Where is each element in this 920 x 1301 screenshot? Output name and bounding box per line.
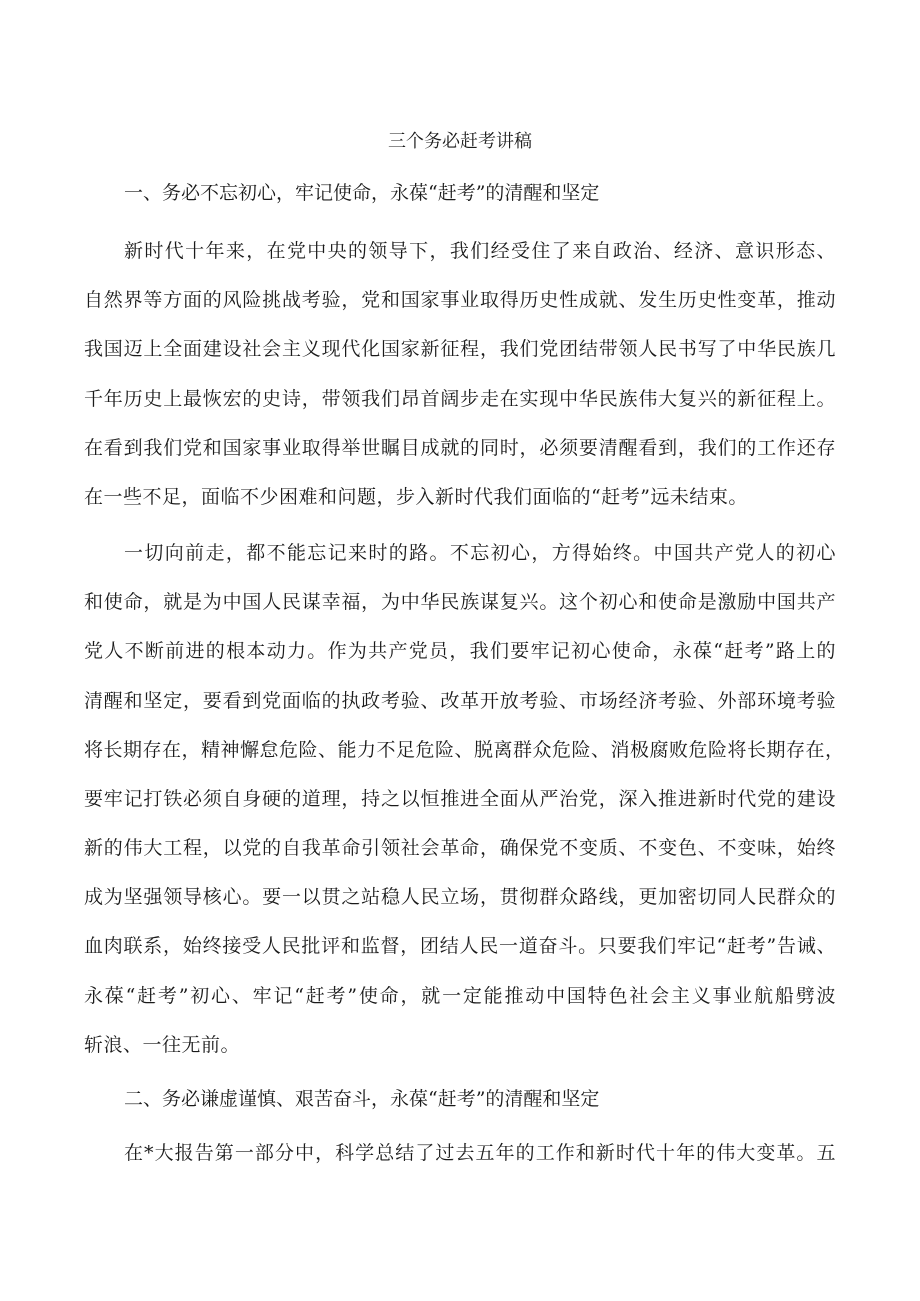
paragraph-line: 要牢记打铁必须自身硬的道理，持之以恒推进全面从严治党，深入推进新时代党的建设	[84, 788, 836, 810]
paragraph-line: 成为坚强领导核心。要一以贯之站稳人民立场，贯彻群众路线，更加密切同人民群众的	[84, 886, 836, 908]
paragraph-line: 一切向前走，都不能忘记来时的路。不忘初心，方得始终。中国共产党人的初心	[124, 542, 836, 564]
paragraph-line: 新时代十年来，在党中央的领导下，我们经受住了来自政治、经济、意识形态、	[124, 240, 836, 262]
paragraph-line: 新的伟大工程，以党的自我革命引领社会革命，确保党不变质、不变色、不变味，始终	[84, 837, 836, 859]
paragraph-line: 清醒和坚定，要看到党面临的执政考验、改革开放考验、市场经济考验、外部环境考验	[84, 690, 836, 712]
section-heading-1: 一、务必不忘初心，牢记使命，永葆“赶考”的清醒和坚定	[124, 182, 600, 204]
paragraph-line: 在*大报告第一部分中，科学总结了过去五年的工作和新时代十年的伟大变革。五	[124, 1142, 836, 1164]
paragraph-line: 党人不断前进的根本动力。作为共产党员，我们要牢记初心使命，永葆“赶考”路上的	[84, 640, 836, 662]
paragraph-line: 千年历史上最恢宏的史诗，带领我们昂首阔步走在实现中华民族伟大复兴的新征程上。	[84, 388, 836, 410]
paragraph-line: 斩浪、一往无前。	[84, 1034, 241, 1056]
paragraph-line: 永葆“赶考”初心、牢记“赶考”使命，就一定能推动中国特色社会主义事业航船劈波	[84, 985, 836, 1007]
paragraph-line: 在看到我们党和国家事业取得举世瞩目成就的同时，必须要清醒看到，我们的工作还存	[84, 437, 836, 459]
paragraph-line: 将长期存在，精神懈怠危险、能力不足危险、脱离群众危险、消极腐败危险将长期存在，	[84, 739, 845, 761]
paragraph-line: 和使命，就是为中国人民谋幸福，为中华民族谋复兴。这个初心和使命是激励中国共产	[84, 591, 836, 613]
paragraph-line: 我国迈上全面建设社会主义现代化国家新征程，我们党团结带领人民书写了中华民族几	[84, 338, 836, 360]
paragraph-line: 血肉联系，始终接受人民批评和监督，团结人民一道奋斗。只要我们牢记“赶考”告诫、	[84, 935, 836, 957]
paragraph-line: 自然界等方面的风险挑战考验，党和国家事业取得历史性成就、发生历史性变革，推动	[84, 289, 836, 311]
section-heading-2: 二、务必谦虚谨慎、艰苦奋斗，永葆“赶考”的清醒和坚定	[124, 1088, 600, 1110]
paragraph-line: 在一些不足，面临不少困难和问题，步入新时代我们面临的“赶考”远未结束。	[84, 486, 748, 508]
document-title: 三个务必赶考讲稿	[388, 131, 532, 152]
